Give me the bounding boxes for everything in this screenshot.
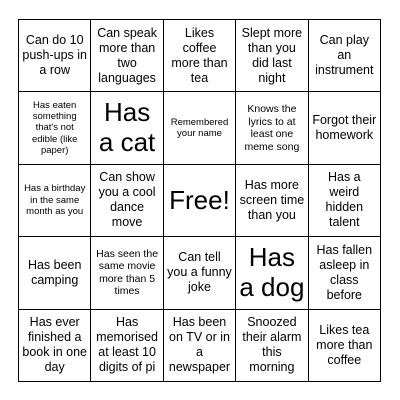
cell-text: Has more screen time than you [239,177,305,222]
bingo-cell-r2-c1[interactable] [19,92,91,164]
bingo-cell-r1-c4[interactable] [236,20,308,92]
bingo-cell-r2-c3[interactable] [164,92,236,164]
cell-text: Has a cat [98,97,156,158]
cell-text: Has eaten something that's not edible (like paper) [31,99,78,157]
cell-text: Has seen the same movie more than 5 times [96,247,159,298]
bingo-cell-r1-c5[interactable] [309,20,381,92]
bingo-cell-r5-c3[interactable] [164,310,236,382]
bingo-cell-r4-c2[interactable] [91,237,163,309]
bingo-cell-r1-c3[interactable] [164,20,236,92]
cell-text: Has fallen asleep in class before [316,242,373,302]
cell-text: Snoozed their alarm this morning [242,315,302,375]
bingo-cell-r3-c2[interactable] [91,165,163,237]
cell-text: Slept more than you did last night [241,25,303,85]
cell-text: Has a birthday in the same month as you [24,183,86,218]
cell-text: Has been camping [27,257,82,287]
bingo-cell-r5-c1[interactable] [19,310,91,382]
bingo-cell-r5-c2[interactable] [91,310,163,382]
bingo-cell-r4-c5[interactable] [309,237,381,309]
cell-text: Likes tea more than coffee [316,322,373,367]
cell-text: Has ever finished a book in one day [22,315,88,375]
cell-text: Can play an instrument [315,33,374,78]
cell-text: Can tell you a funny joke [167,250,232,295]
cell-text: Forgot their homework [312,113,377,143]
cell-text: Can show you a cool dance move [98,170,156,230]
cell-text: Has been on TV or in a newspaper [168,315,231,375]
bingo-cell-r4-c4[interactable] [236,237,308,309]
bingo-cell-r2-c5[interactable] [309,92,381,164]
cell-text: Has memorised at least 10 digits of pi [96,315,158,375]
bingo-free-space[interactable] [164,165,236,237]
bingo-board [18,19,381,382]
bingo-cell-r3-c4[interactable] [236,165,308,237]
bingo-cell-r5-c4[interactable] [236,310,308,382]
bingo-cell-r4-c1[interactable] [19,237,91,309]
cell-text: Remembered your name [170,116,229,140]
cell-text: Knows the lyrics to at least one meme song [244,102,300,153]
cell-text: Can do 10 push-ups in a row [22,33,87,78]
bingo-cell-r1-c1[interactable] [19,20,91,92]
bingo-cell-r2-c4[interactable] [236,92,308,164]
bingo-cell-r1-c2[interactable] [91,20,163,92]
bingo-cell-r2-c2[interactable] [91,92,163,164]
cell-text: Has a weird hidden talent [325,170,364,230]
bingo-cell-r3-c1[interactable] [19,165,91,237]
bingo-cell-r4-c3[interactable] [164,237,236,309]
cell-text: Free! [169,184,230,215]
cell-text: Can speak more than two languages [97,25,157,85]
cell-text: Likes coffee more than tea [171,25,228,85]
cell-text: Has a dog [239,242,305,302]
bingo-cell-r3-c5[interactable] [309,165,381,237]
bingo-cell-r5-c5[interactable] [309,310,381,382]
